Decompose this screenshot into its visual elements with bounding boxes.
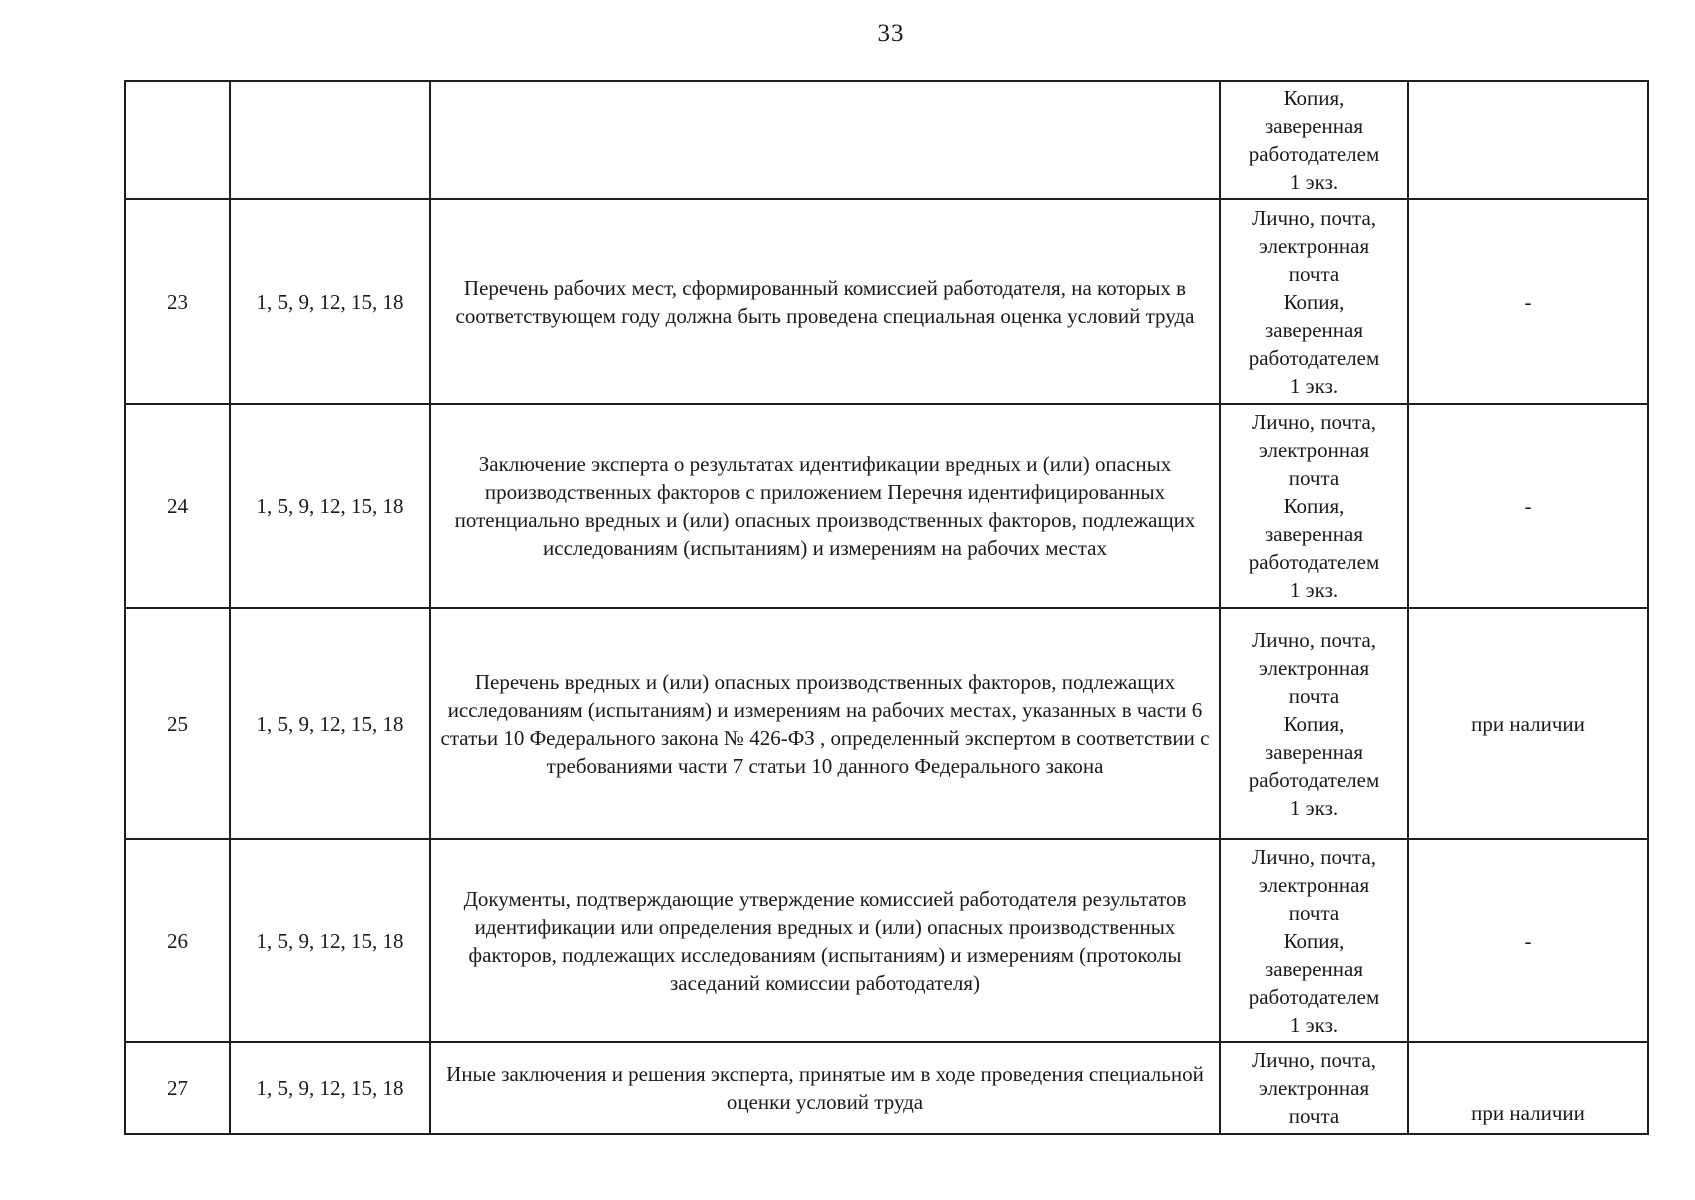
row-note bbox=[1408, 81, 1648, 199]
row-submission-method: Лично, почта, электронная почта Копия, заверенная работодателем 1 экз. bbox=[1220, 839, 1408, 1042]
row-number: 25 bbox=[125, 608, 230, 839]
table-row bbox=[125, 608, 1648, 839]
row-references bbox=[230, 81, 430, 199]
row-submission-method: Лично, почта, электронная почта Копия, заверенная работодателем 1 экз. bbox=[1220, 608, 1408, 839]
row-description: Перечень рабочих мест, сформированный комиссией работодателя, на которых в соответствующем году должна быть проведена специальная оценка условий труда bbox=[430, 199, 1220, 404]
row-description: Иные заключения и решения эксперта, принятые им в ходе проведения специальной оценки условий труда bbox=[430, 1042, 1220, 1134]
row-number: 23 bbox=[125, 199, 230, 404]
row-number: 27 bbox=[125, 1042, 230, 1134]
row-references: 1, 5, 9, 12, 15, 18 bbox=[230, 608, 430, 839]
row-references: 1, 5, 9, 12, 15, 18 bbox=[230, 839, 430, 1042]
row-submission-method: Копия, заверенная работодателем 1 экз. bbox=[1220, 81, 1408, 199]
table-row bbox=[125, 81, 1648, 199]
row-note: при наличии bbox=[1408, 608, 1648, 839]
row-number: 24 bbox=[125, 404, 230, 608]
row-note: - bbox=[1408, 199, 1648, 404]
documents-table bbox=[124, 80, 1649, 1135]
row-references: 1, 5, 9, 12, 15, 18 bbox=[230, 404, 430, 608]
row-submission-method: Лично, почта, электронная почта bbox=[1220, 1042, 1408, 1134]
row-references: 1, 5, 9, 12, 15, 18 bbox=[230, 199, 430, 404]
row-description bbox=[430, 81, 1220, 199]
table-row bbox=[125, 839, 1648, 1042]
page-number: 33 bbox=[877, 20, 905, 47]
row-number bbox=[125, 81, 230, 199]
row-note: - bbox=[1408, 839, 1648, 1042]
row-note: - bbox=[1408, 404, 1648, 608]
table-row bbox=[125, 404, 1648, 608]
row-submission-method: Лично, почта, электронная почта Копия, заверенная работодателем 1 экз. bbox=[1220, 199, 1408, 404]
row-number: 26 bbox=[125, 839, 230, 1042]
row-description: Перечень вредных и (или) опасных производственных факторов, подлежащих исследованиям (испытаниям) и измерениям на рабочих местах, указанных в части 6 статьи 10 Федерального закона № 426-ФЗ , определенный экспертом в соответствии с требованиями части 7 статьи 10 данного Федерального закона bbox=[430, 608, 1220, 839]
row-references: 1, 5, 9, 12, 15, 18 bbox=[230, 1042, 430, 1134]
row-description: Заключение эксперта о результатах идентификации вредных и (или) опасных производственных факторов с приложением Перечня идентифицированных потенциально вредных и (или) опасных производственных факторов, подлежащих исследованиям (испытаниям) и измерениям на рабочих местах bbox=[430, 404, 1220, 608]
table-row bbox=[125, 1042, 1648, 1134]
row-description: Документы, подтверждающие утверждение комиссией работодателя результатов идентификации или определения вредных и (или) опасных производственных факторов, подлежащих исследованиям (испытаниям) и измерениям (протоколы заседаний комиссии работодателя) bbox=[430, 839, 1220, 1042]
row-submission-method: Лично, почта, электронная почта Копия, заверенная работодателем 1 экз. bbox=[1220, 404, 1408, 608]
row-note: при наличии bbox=[1408, 1042, 1648, 1134]
table-row bbox=[125, 199, 1648, 404]
